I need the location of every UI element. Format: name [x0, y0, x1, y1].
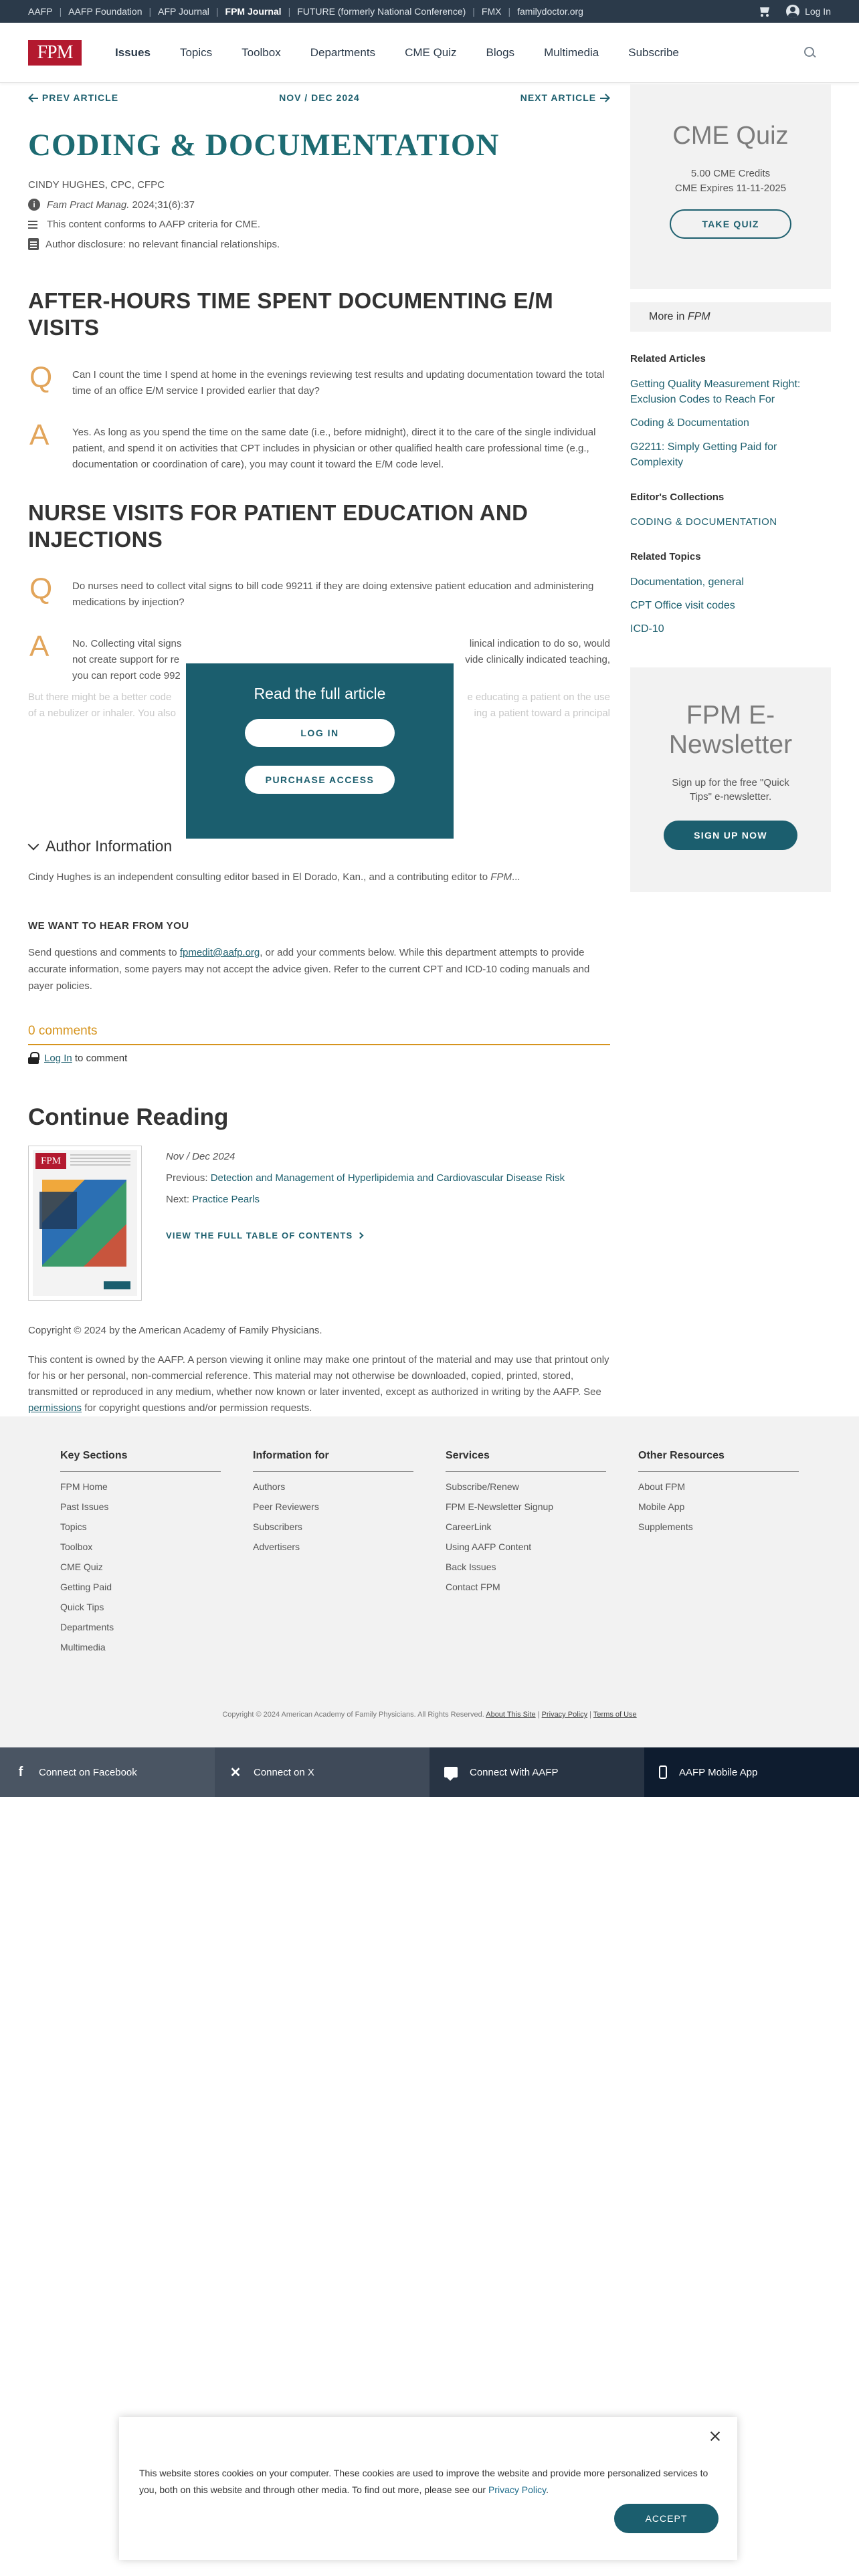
- cookie-text-post: .: [546, 2484, 549, 2495]
- footer-col-information-for: [253, 1450, 413, 1652]
- footer-link[interactable]: Supplements: [638, 1521, 693, 1532]
- aafp-label: Connect With AAFP: [470, 1766, 559, 1778]
- app-label: AAFP Mobile App: [679, 1766, 758, 1778]
- question-heading-1: AFTER-HOURS TIME SPENT DOCUMENTING E/M VISITS: [28, 288, 554, 340]
- footer-link[interactable]: Toolbox: [60, 1541, 93, 1552]
- answer-1: [28, 418, 610, 473]
- prev-article-link[interactable]: [28, 92, 118, 103]
- cme-quiz-title: CME Quiz: [672, 122, 789, 150]
- chat-icon: [444, 1767, 458, 1778]
- related-article-link[interactable]: Coding & Documentation: [630, 417, 749, 429]
- question-text: Do nurses need to collect vital signs to bill code 99211 if they are doing extensive patient education and administering medications by injection?: [72, 580, 594, 608]
- cme-expires: CME Expires 11-11-2025: [674, 182, 787, 194]
- issue-cover-image[interactable]: [28, 1146, 142, 1301]
- citation: [47, 199, 195, 211]
- hear-text-post: , or add your comments below. While this department attempts to provide accurate information, some payers may not accept the advice given. Refer to the current CPT and ICD-10 coding manuals and payer policies.: [28, 947, 590, 992]
- author-bio: [28, 871, 610, 883]
- previous-label: Previous:: [166, 1172, 211, 1184]
- cookie-privacy-link[interactable]: Privacy Policy: [488, 2484, 547, 2495]
- about-site-link[interactable]: About This Site: [486, 1711, 536, 1719]
- editors-collections-heading: Editor's Collections: [630, 491, 725, 503]
- nav-item-toolbox[interactable]: Toolbox: [242, 45, 281, 59]
- nav-item-subscribe[interactable]: Subscribe: [628, 45, 679, 59]
- previous-article-link[interactable]: Detection and Management of Hyperlipidemia and Cardiovascular Disease Risk: [210, 1172, 565, 1184]
- paywall-overlay: [186, 663, 454, 839]
- a-letter: A: [29, 630, 50, 663]
- cme-note: This content conforms to AAFP criteria for CME.: [47, 219, 260, 230]
- question-2: [28, 574, 610, 611]
- cme-quiz-box: [630, 84, 831, 289]
- prev-article-label: PREV ARTICLE: [41, 92, 119, 103]
- citation-journal: Fam Pract Manag.: [47, 199, 130, 211]
- login-label: Log In: [805, 6, 831, 17]
- bio-journal: FPM: [490, 871, 512, 883]
- next-article-row: [166, 1192, 565, 1208]
- arrow-left-icon: [28, 94, 39, 102]
- terms-of-use-link[interactable]: Terms of Use: [593, 1711, 637, 1719]
- fade-fragment: But there might be a better code: [28, 691, 172, 703]
- continue-reading-title: Continue Reading: [28, 1104, 229, 1131]
- department-title: CODING & DOCUMENTATION: [28, 128, 500, 163]
- enewsletter-text: Sign up for the free "Quick Tips" e-newsletter.: [672, 776, 789, 803]
- footer-link[interactable]: Topics: [60, 1521, 87, 1532]
- login-link[interactable]: [786, 5, 831, 18]
- enewsletter-box: [630, 667, 831, 892]
- more-in-fpm[interactable]: [630, 302, 831, 332]
- connect-facebook[interactable]: [0, 1747, 215, 1797]
- take-quiz-button[interactable]: TAKE QUIZ: [670, 209, 791, 239]
- footer-link[interactable]: Advertisers: [253, 1541, 300, 1552]
- separator: |: [59, 6, 62, 17]
- answer-fragment: not create support for re: [72, 654, 180, 665]
- footer-link[interactable]: Authors: [253, 1481, 286, 1492]
- footer-copyright: Copyright © 2024 American Academy of Family Physicians. All Rights Reserved.: [222, 1711, 484, 1719]
- util-link-aafp-foundation[interactable]: AAFP Foundation: [68, 6, 142, 17]
- footer-link[interactable]: Peer Reviewers: [253, 1501, 319, 1512]
- answer-fragment: vide clinically indicated teaching,: [465, 654, 610, 665]
- footer-link[interactable]: Subscribers: [253, 1521, 302, 1532]
- comments-login-link[interactable]: Log In: [44, 1052, 72, 1064]
- search-icon[interactable]: [804, 47, 816, 59]
- more-in-journal: FPM: [687, 311, 710, 322]
- hear-text-pre: Send questions and comments to: [28, 947, 180, 958]
- more-in-label: More in: [649, 311, 685, 322]
- facebook-label: Connect on Facebook: [39, 1766, 137, 1778]
- chevron-down-icon: [28, 839, 39, 850]
- cme-credits: 5.00 CME Credits: [690, 168, 771, 179]
- question-text: Can I count the time I spend at home in the evenings reviewing test results and updating documentation toward the total time of an office E/M service I provided earlier that day?: [72, 368, 605, 397]
- utility-right: [758, 5, 831, 18]
- nav-item-blogs[interactable]: Blogs: [486, 45, 515, 59]
- topic-link[interactable]: CPT Office visit codes: [630, 599, 735, 611]
- checklist-icon: [28, 219, 40, 230]
- nav-item-cme-quiz[interactable]: CME Quiz: [405, 45, 457, 59]
- util-link-familydoctor[interactable]: familydoctor.org: [517, 6, 583, 17]
- related-article-link[interactable]: Getting Quality Measurement Right: Exclusion Codes to Reach For: [630, 379, 801, 406]
- footer-link[interactable]: Mobile App: [638, 1501, 685, 1512]
- nav-items: [100, 23, 694, 82]
- x-label: Connect on X: [254, 1766, 314, 1778]
- cme-note-row: [28, 219, 610, 230]
- footer-link[interactable]: Back Issues: [446, 1562, 496, 1572]
- cookie-banner: [119, 2417, 737, 2560]
- footer-link[interactable]: CareerLink: [446, 1521, 492, 1532]
- sidebar: [630, 83, 831, 892]
- answer-fragment: No. Collecting vital signs: [72, 638, 182, 649]
- footer-link[interactable]: Using AAFP Content: [446, 1541, 532, 1552]
- footer-link[interactable]: Subscribe/Renew: [446, 1481, 519, 1492]
- footer: [0, 1416, 859, 1747]
- nav-item-topics[interactable]: Topics: [179, 45, 213, 59]
- purchase-access-button[interactable]: PURCHASE ACCESS: [245, 766, 395, 794]
- nav-item-multimedia[interactable]: Multimedia: [544, 45, 599, 59]
- disclosure-row: [28, 238, 610, 250]
- hear-from-you-title: WE WANT TO HEAR FROM YOU: [28, 920, 189, 932]
- citation-details: 2024;31(6):37: [129, 199, 195, 211]
- separator: |: [508, 6, 511, 17]
- paywall-title: Read the full article: [254, 685, 386, 702]
- footer-link[interactable]: About FPM: [638, 1481, 686, 1492]
- fade-fragment: e educating a patient on the use: [467, 691, 610, 703]
- related-articles-heading: Related Articles: [630, 353, 706, 364]
- util-link-future[interactable]: FUTURE (formerly National Conference): [297, 6, 466, 17]
- footer-link[interactable]: Multimedia: [60, 1642, 106, 1652]
- footer-link[interactable]: Contact FPM: [446, 1582, 500, 1592]
- phone-icon: [659, 1765, 667, 1779]
- citation-row: [28, 199, 610, 211]
- next-article-link[interactable]: [520, 92, 610, 103]
- issue-date: Nov / Dec 2024: [166, 1151, 235, 1163]
- comments-login-suffix: to comment: [72, 1052, 128, 1064]
- full-toc-link[interactable]: [166, 1230, 565, 1241]
- arrow-right-icon: [599, 94, 610, 102]
- q-letter: Q: [29, 360, 53, 394]
- author-disclosure: Author disclosure: no relevant financial relationships.: [45, 238, 280, 250]
- q-letter: Q: [29, 572, 53, 605]
- email-link[interactable]: fpmedit@aafp.org: [179, 947, 260, 958]
- nav-item-departments[interactable]: Departments: [310, 45, 376, 59]
- question-heading-2: NURSE VISITS FOR PATIENT EDUCATION AND INJECTIONS: [28, 500, 529, 552]
- question-1: [28, 360, 610, 399]
- answer-fragment: linical indication to do so, would: [469, 638, 610, 649]
- fpm-logo[interactable]: FPM: [28, 40, 82, 66]
- footer-link[interactable]: Quick Tips: [60, 1602, 104, 1612]
- article-nav: [28, 92, 610, 103]
- connect-x[interactable]: [215, 1747, 430, 1797]
- continue-reading: [28, 1146, 610, 1301]
- fade-fragment: ing a patient toward a principal: [474, 708, 610, 719]
- next-article-label: NEXT ARTICLE: [520, 92, 597, 103]
- accept-cookies-button[interactable]: ACCEPT: [614, 2504, 719, 2533]
- answer-fragment: you can report code 992: [72, 670, 181, 681]
- footer-link[interactable]: Past Issues: [60, 1501, 109, 1512]
- cover-logo: FPM: [35, 1153, 66, 1169]
- x-icon: ✕: [229, 1765, 242, 1780]
- answer-text: Yes. As long as you spend the time on the same date (i.e., before midnight), direct it to the care of the single individual patient, and spend it on activities that CPT includes in physician or other qualified health care professional time (e.g., documentation or coordination of care), you may count it toward the E/M code level.: [72, 426, 596, 470]
- collection-link[interactable]: CODING & DOCUMENTATION: [630, 516, 777, 528]
- cover-artwork: [33, 1150, 137, 1296]
- next-label: Next:: [166, 1194, 193, 1206]
- bio-ellipsis: ...: [511, 871, 520, 883]
- comments-login-text: [44, 1053, 127, 1064]
- info-icon: i: [28, 199, 40, 211]
- signup-button[interactable]: SIGN UP NOW: [664, 821, 797, 850]
- article-content: [28, 83, 610, 1414]
- mobile-app[interactable]: [644, 1747, 859, 1797]
- main-nav: [0, 23, 859, 83]
- cart-icon[interactable]: [758, 6, 771, 17]
- cookie-text: [139, 2465, 714, 2498]
- paywall-login-button[interactable]: LOG IN: [245, 719, 395, 747]
- copyright-text: Copyright © 2024 by the American Academy of Family Physicians.: [28, 1325, 322, 1337]
- related-topics-heading: Related Topics: [630, 550, 701, 562]
- footer-columns: [60, 1450, 799, 1652]
- fade-fragment: of a nebulizer or inhaler. You also: [28, 708, 176, 719]
- ownership-text: [28, 1352, 610, 1416]
- user-icon: [786, 5, 799, 18]
- toc-label: VIEW THE FULL TABLE OF CONTENTS: [166, 1230, 353, 1241]
- author-info-heading: Author Information: [45, 837, 173, 855]
- cover-header-lines: [70, 1154, 130, 1168]
- comments-count: 0 comments: [28, 1024, 610, 1045]
- next-article-title-link[interactable]: Practice Pearls: [192, 1194, 260, 1206]
- permissions-link[interactable]: permissions: [28, 1402, 82, 1414]
- utility-bar: [0, 0, 859, 23]
- footer-col-title: Information for: [253, 1450, 413, 1472]
- cover-aafp-mark: [104, 1281, 130, 1289]
- social-bar: [0, 1747, 859, 1797]
- topic-link[interactable]: ICD-10: [630, 623, 664, 635]
- util-link-afp-journal[interactable]: AFP Journal: [158, 6, 209, 17]
- util-link-fpm-journal[interactable]: FPM Journal: [225, 6, 282, 17]
- issue-link[interactable]: NOV / DEC 2024: [279, 92, 360, 103]
- footer-col-title: Key Sections: [60, 1450, 221, 1472]
- close-icon[interactable]: [710, 2432, 720, 2441]
- a-letter: A: [29, 418, 50, 451]
- util-link-fmx[interactable]: FMX: [481, 6, 502, 17]
- author-name: CINDY HUGHES, CPC, CFPC: [28, 179, 165, 191]
- cover-panel: [39, 1192, 77, 1229]
- separator: |: [472, 6, 475, 17]
- bio-text: Cindy Hughes is an independent consulting editor based in El Dorado, Kan., and a contributing editor to: [28, 871, 491, 883]
- related-article-link[interactable]: G2211: Simply Getting Paid for Complexity: [630, 441, 777, 468]
- separator: |: [215, 6, 219, 17]
- comments-login-row: [28, 1052, 610, 1064]
- hear-from-you-text: [28, 945, 610, 994]
- author-info-toggle[interactable]: [28, 837, 610, 855]
- privacy-policy-link[interactable]: Privacy Policy: [541, 1711, 588, 1719]
- footer-link[interactable]: FPM Home: [60, 1481, 108, 1492]
- topic-link[interactable]: Documentation, general: [630, 576, 744, 588]
- footer-link[interactable]: FPM E-Newsletter Signup: [446, 1501, 554, 1512]
- footer-legal: Copyright © 2024 American Academy of Family Physicians. All Rights Reserved. About This Site | Privacy Policy | Terms of Use: [222, 1711, 637, 1719]
- connect-aafp[interactable]: [430, 1747, 644, 1797]
- footer-link[interactable]: Getting Paid: [60, 1582, 112, 1592]
- enewsletter-title: FPM E-Newsletter: [668, 701, 793, 759]
- nav-item-issues[interactable]: Issues: [115, 45, 151, 59]
- cookie-text-pre: This website stores cookies on your computer. These cookies are used to improve the website and provide more personalized services to you, both on this website and through other media. To find out more, please see our: [139, 2468, 708, 2495]
- separator: |: [288, 6, 291, 17]
- utility-links: [28, 6, 583, 17]
- facebook-icon: f: [18, 1764, 23, 1780]
- footer-col-key-sections: [60, 1450, 221, 1652]
- footer-col-other-resources: [638, 1450, 799, 1652]
- footer-col-title: Services: [446, 1450, 606, 1472]
- clipboard-icon: [28, 238, 39, 250]
- previous-article-row: [166, 1170, 565, 1186]
- separator: |: [149, 6, 152, 17]
- footer-link[interactable]: CME Quiz: [60, 1562, 103, 1572]
- issue-info: [166, 1146, 565, 1301]
- chevron-right-icon: [357, 1232, 364, 1239]
- ownership-pre: This content is owned by the AAFP. A person viewing it online may make one printout of the material and may use that printout only for his or her personal, non-commercial reference. This material may not otherwise be downloaded, copied, printed, stored, transmitted or reproduced in any medium, whether now known or later invented, except as authorized in writing by the AAFP. See: [28, 1354, 609, 1398]
- lock-icon: [28, 1052, 39, 1064]
- ownership-post: for copyright questions and/or permission requests.: [82, 1402, 312, 1414]
- footer-col-services: [446, 1450, 606, 1652]
- footer-link[interactable]: Departments: [60, 1622, 114, 1632]
- author-info-section: [28, 837, 610, 1416]
- footer-col-title: Other Resources: [638, 1450, 799, 1472]
- util-link-aafp[interactable]: AAFP: [28, 6, 53, 17]
